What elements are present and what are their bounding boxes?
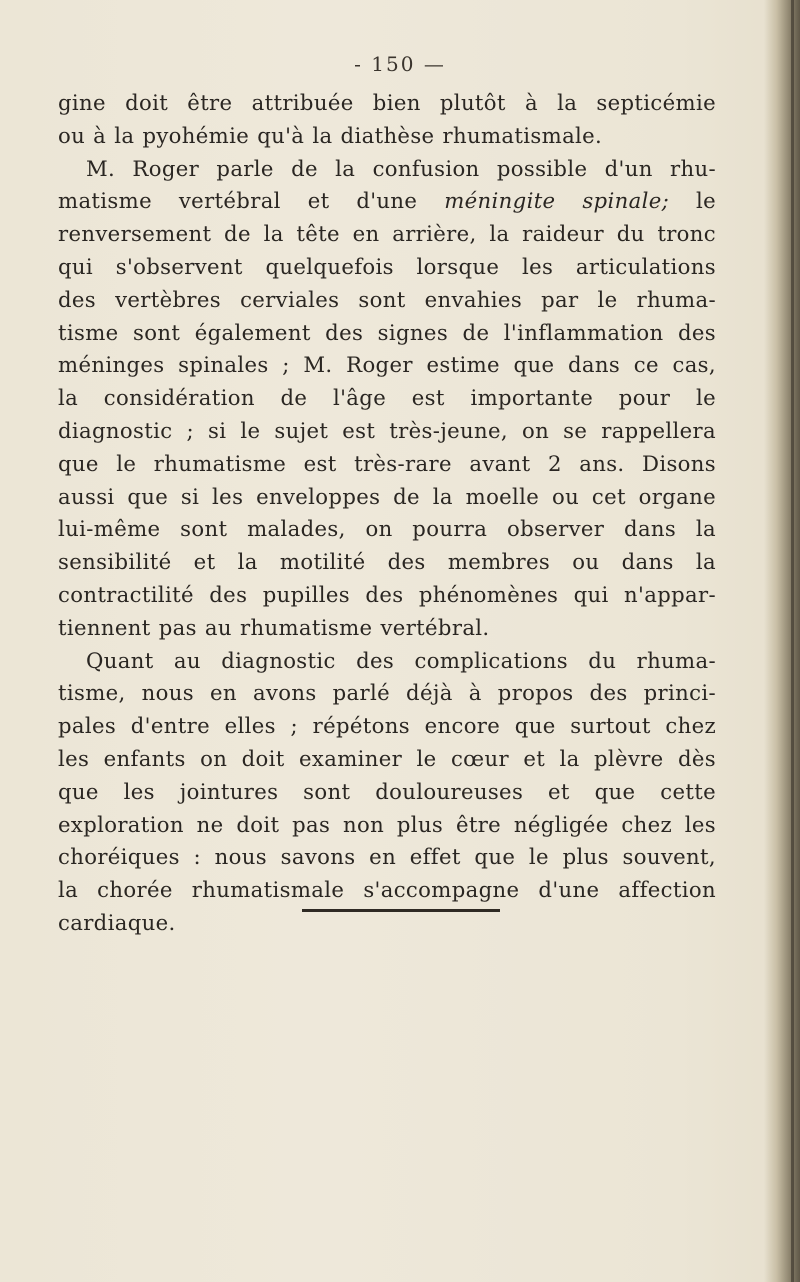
text-line: la considération de l'âge est importante pour le xyxy=(58,385,716,411)
text-line: des vertèbres cerviales sont envahies par le rhuma- xyxy=(58,286,716,312)
text-line: choréiques : nous savons en effet que le plus souvent, xyxy=(58,844,716,870)
text-line: renversement de la tête en arrière, la raideur du tronc xyxy=(58,221,716,247)
text-line: tiennent pas au rhumatisme vertébral. xyxy=(58,614,490,640)
text-line: aussi que si les enveloppes de la moelle ou cet organe xyxy=(58,483,716,509)
text-line: les enfants on doit examiner le cœur et la plèvre dès xyxy=(58,745,716,771)
text-line: que le rhumatisme est très-rare avant 2 ans. Disons xyxy=(58,450,716,476)
text-line: que les jointures sont douloureuses et que cette xyxy=(58,778,716,804)
italic-term: méningite spinale; xyxy=(444,188,670,214)
binding-edge xyxy=(791,0,794,1282)
text-line: diagnostic ; si le sujet est très-jeune, on se rappellera xyxy=(58,417,716,443)
page-edge-shadow xyxy=(764,0,800,1282)
text-line: Quant au diagnostic des complications du rhuma- xyxy=(86,647,716,673)
text-segment: matisme vertébral et d'une xyxy=(58,188,445,214)
text-line: ou à la pyohémie qu'à la diathèse rhumatismale. xyxy=(58,122,603,148)
text-line-with-italic xyxy=(58,185,716,218)
text-line: cardiaque. xyxy=(58,909,176,935)
text-line: contractilité des pupilles des phénomènes qui n'appar- xyxy=(58,581,716,607)
text-line: pales d'entre elles ; répétons encore que surtout chez xyxy=(58,713,716,739)
text-line: M. Roger parle de la confusion possible d'un rhu- xyxy=(86,155,716,181)
text-line: tisme sont également des signes de l'inflammation des xyxy=(58,319,716,345)
text-line: gine doit être attribuée bien plutôt à la septicémie xyxy=(58,90,716,115)
text-line: sensibilité et la motilité des membres ou dans la xyxy=(58,549,716,575)
text-line: méninges spinales ; M. Roger estime que dans ce cas, xyxy=(58,352,716,378)
text-segment: le xyxy=(669,188,716,214)
text-line: qui s'observent quelquefois lorsque les articulations xyxy=(58,253,716,279)
page-number: - 150 — xyxy=(354,52,446,76)
text-line: exploration ne doit pas non plus être négligée chez les xyxy=(58,811,716,837)
text-line: la chorée rhumatismale s'accompagne d'une affection xyxy=(58,877,716,903)
text-line: tisme, nous en avons parlé déjà à propos des princi- xyxy=(58,680,716,706)
text-line: lui-même sont malades, on pourra observer dans la xyxy=(58,516,716,542)
section-divider-rule xyxy=(302,909,500,912)
body-text xyxy=(58,87,716,940)
